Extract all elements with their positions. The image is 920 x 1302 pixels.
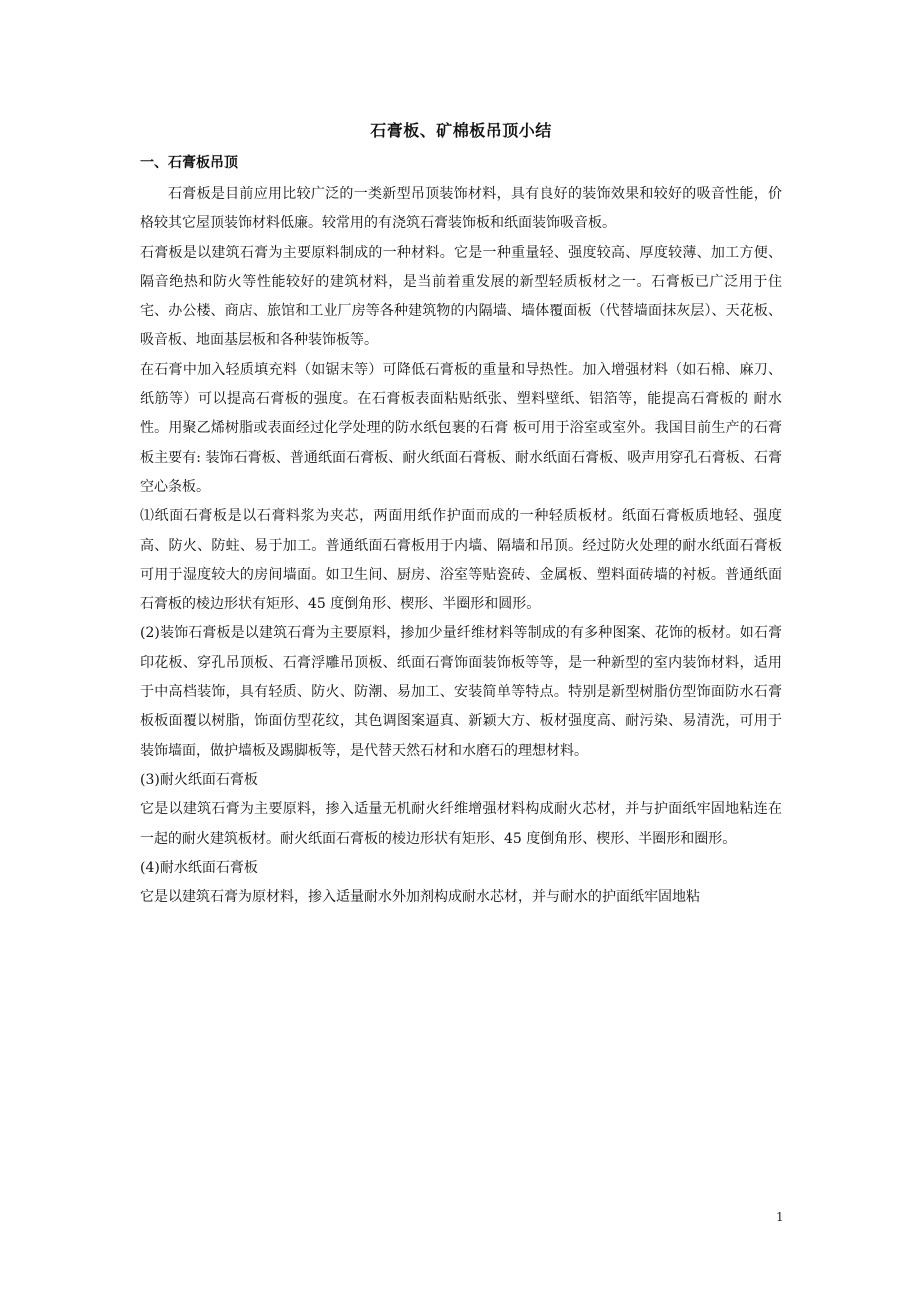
paragraph-gypsum-definition: 石膏板是以建筑石膏为主要原料制成的一种材料。它是一种重量轻、强度较高、厚度较薄、加工方便、隔音绝热和防火等性能较好的建筑材料，是当前着重发展的新型轻质板材之一。石膏板已广泛用于住宅、办公楼、商店、旅馆和工业厂房等各种建筑物的内隔墙、墙体覆面板（代替墙面抹灰层）、天花板、吸音板、地面基层板和各种装饰板等。 bbox=[140, 244, 782, 349]
paragraph-fillers: 在石膏中加入轻质填充料（如锯末等）可降低石膏板的重量和导热性。加入增强材料（如石棉、麻刀、纸筋等）可以提高石膏板的强度。在石膏板表面粘贴纸张、塑料壁纸、铝箔等，能提高石膏板的 耐水性。用聚乙烯树脂或表面经过化学处理的防水纸包裹的石膏 板可用于浴室或室外。我国目前生产的石膏板主要有: 装饰石膏板、普通纸面石膏板、耐火纸面石膏板、耐水纸面石膏板、吸声用穿孔石膏板、石膏空心条板。 bbox=[140, 361, 782, 495]
page-number: 1 bbox=[776, 1210, 784, 1224]
subheading-water-resistant-board: (4)耐水纸面石膏板 bbox=[140, 859, 258, 876]
paragraph-paper-faced-board: ⑴纸面石膏板是以石膏料浆为夹芯，两面用纸作护面而成的一种轻质板材。纸面石膏板质地轻、强度高、防火、防蛀、易于加工。普通纸面石膏板用于内墙、隔墙和吊顶。经过防火处理的耐水纸面石膏板可用于湿度较大的房间墙面。如卫生间、厨房、浴室等贴瓷砖、金属板、塑料面砖墙的衬板。普通纸面石膏板的棱边形状有矩形、45 度倒角形、楔形、半圈形和圆形。 bbox=[140, 508, 782, 613]
subheading-fire-resistant-board: (3)耐火纸面石膏板 bbox=[140, 771, 258, 788]
document-title: 石膏板、矿棉板吊顶小结 bbox=[370, 121, 552, 140]
paragraph-fire-resistant-board: 它是以建筑石膏为主要原料，掺入适量无机耐火纤维增强材料构成耐火芯材，并与护面纸牢固地粘连在一起的耐火建筑板材。耐火纸面石膏板的棱边形状有矩形、45 度倒角形、楔形、半圈形和圈形。 bbox=[140, 801, 782, 847]
paragraph-intro: 石膏板是目前应用比较广泛的一类新型吊顶装饰材料，具有良好的装饰效果和较好的吸音性能，价格较其它屋顶装饰材料低廉。较常用的有浇筑石膏装饰板和纸面装饰吸音板。 bbox=[140, 186, 782, 232]
paragraph-water-resistant-board: 它是以建筑石膏为原材料，掺入适量耐水外加剂构成耐水芯材，并与耐水的护面纸牢固地粘 bbox=[140, 889, 700, 906]
document-body bbox=[140, 118, 782, 912]
paragraph-decorative-board: (2)装饰石膏板是以建筑石膏为主要原料，掺加少量纤维材料等制成的有多种图案、花饰的板材。如石膏印花板、穿孔吊顶板、石膏浮雕吊顶板、纸面石膏饰面装饰板等等，是一种新型的室内装饰材料，适用于中高档装饰，具有轻质、防火、防潮、易加工、安装简单等特点。特别是新型树脂仿型饰面防水石膏板板面覆以树脂，饰面仿型花纹，其色调图案逼真、新颖大方、板材强度高、耐污染、易清洗，可用于装饰墙面，做护墙板及踢脚板等，是代替天然石材和水磨石的理想材料。 bbox=[140, 625, 782, 759]
section-heading: 一、石膏板吊顶 bbox=[140, 155, 238, 171]
